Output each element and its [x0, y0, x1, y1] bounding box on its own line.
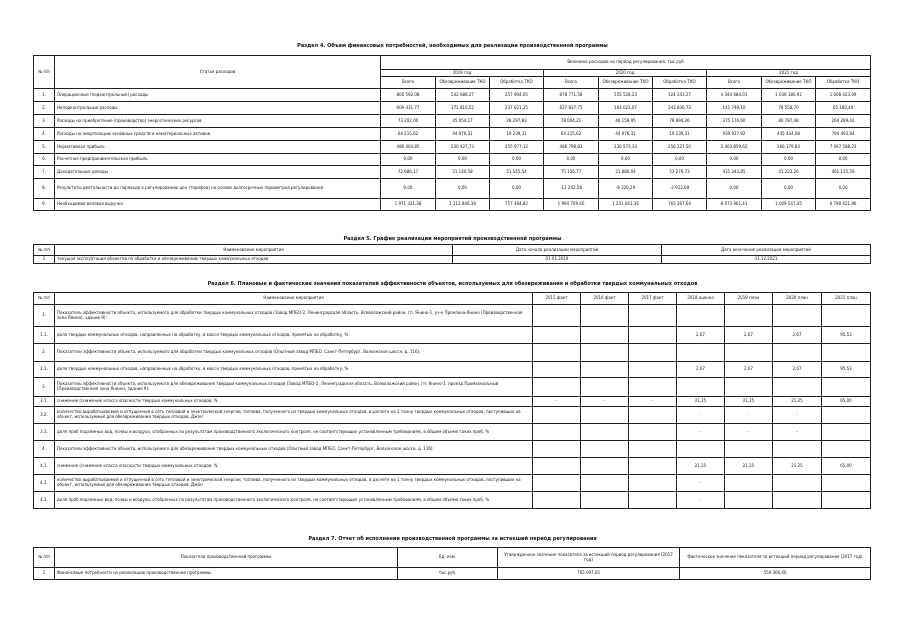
value-cell: 21,25 — [677, 458, 725, 475]
column-header: Утвержденное значение показателя за истекший период регулирования (2017 год) — [498, 548, 680, 568]
column-header: Наименование мероприятия — [55, 293, 533, 305]
value-cell: 72 686,17 — [381, 166, 436, 179]
column-header: 2016 факт — [581, 293, 629, 305]
value-cell — [629, 378, 677, 397]
value-cell: 627 837,75 — [544, 102, 599, 115]
indicator-name: Показатели эффективности объекта, используемого для обезвреживания твердых коммунальных отходов (Опытный завод МПБО, Санкт-Петербург, Волхонское шоссе, д. 116): — [55, 441, 533, 458]
value-cell — [581, 305, 629, 327]
value-cell: 0,00 — [544, 154, 599, 166]
value-cell — [725, 492, 773, 509]
value-cell: - — [581, 397, 629, 407]
row-number: 3.2. — [34, 407, 55, 424]
value-cell: 65 180,40 — [816, 102, 871, 115]
value-cell: 21 880,04 — [599, 166, 653, 179]
column-header: 2018 оценка — [677, 293, 725, 305]
row-number: 7. — [34, 166, 55, 179]
value-cell: 21,25 — [677, 397, 725, 407]
expense-item: Операционные (подконтрольные) расходы — [55, 89, 381, 102]
table-row — [34, 256, 871, 264]
value-cell: 45 054,17 — [436, 115, 490, 128]
row-number: 1. — [34, 305, 55, 327]
value-cell: 78 004,21 — [544, 115, 599, 128]
value-cell — [773, 475, 822, 492]
value-cell: 75 156,77 — [544, 166, 599, 179]
value-cell: 19 239,31 — [490, 128, 544, 141]
plan-value: 765 097,05 — [498, 568, 680, 580]
value-cell: 255 977,12 — [490, 141, 544, 154]
value-cell: 7 097 588,23 — [816, 141, 871, 154]
table-row — [34, 179, 871, 199]
value-cell — [725, 305, 773, 327]
sub-header: Обработка ТКО — [490, 77, 544, 89]
expense-item: Доходательные доходы — [55, 166, 381, 179]
row-number: 3. — [34, 378, 55, 397]
value-cell: 461 135,59 — [816, 166, 871, 179]
value-cell — [581, 378, 629, 397]
value-cell: 375 176,60 — [707, 115, 762, 128]
row-number: 4. — [34, 128, 55, 141]
row-number: 1 — [34, 256, 55, 264]
value-cell: 324 243,27 — [653, 89, 707, 102]
table-row — [34, 475, 871, 492]
indicator-name: Показатель эффективности объекта, используемого для обработки твердых коммунальных отходов (Завод МПБО-2, Ленинградская область, Всеволожский район, гп. Янино-1, уч-к Промзона-Янино (Производственная зона Янино), здание 9): — [55, 305, 533, 327]
table-row — [34, 115, 871, 128]
fact-value: 550 306,40 — [680, 568, 871, 580]
indicator-name: доля твердых коммунальных отходов, направленных на обработку, в массе твердых коммунальных отходов, принятых на обработку, % — [55, 362, 533, 378]
row-number: 2. — [34, 102, 55, 115]
value-cell: 2,67 — [773, 362, 822, 378]
financial-needs-table — [33, 55, 871, 211]
section-7-title: Раздел 7. Отчет об исполнении производственной программы за истекший период регулирования — [308, 536, 597, 542]
value-cell: 21,25 — [725, 458, 773, 475]
column-header: № п/п — [34, 293, 55, 305]
value-cell — [725, 475, 773, 492]
value-cell: 0,00 — [599, 154, 653, 166]
value-cell — [677, 441, 725, 458]
value-cell — [822, 492, 871, 509]
table-row — [34, 102, 871, 115]
value-cell: 95,53 — [822, 362, 871, 378]
value-cell — [581, 441, 629, 458]
table-row — [34, 154, 871, 166]
value-cell: 486 404,85 — [381, 141, 436, 154]
table-row — [34, 305, 871, 327]
value-cell: -8 320,29 — [599, 179, 653, 199]
column-header: 2021 план — [822, 293, 871, 305]
value-cell: 431 343,85 — [707, 166, 762, 179]
table-row — [34, 492, 871, 509]
value-cell — [822, 441, 871, 458]
value-cell: 0,00 — [490, 154, 544, 166]
row-number: 2.1. — [34, 362, 55, 378]
value-cell: 763 267,64 — [653, 199, 707, 211]
column-header: № п/п — [34, 245, 55, 256]
column-header: 2019 план — [725, 293, 773, 305]
value-cell — [581, 327, 629, 344]
expense-item: Расчетная предпринимательская прибыль — [55, 154, 381, 166]
column-header: Дата начала реализации мероприятий — [453, 245, 662, 256]
value-cell — [629, 458, 677, 475]
value-cell — [533, 424, 581, 441]
value-cell: 41 223,26 — [762, 166, 816, 179]
value-cell: 0,00 — [653, 154, 707, 166]
value-cell — [581, 407, 629, 424]
value-cell: 1 008 423,09 — [816, 89, 871, 102]
value-cell: 230 573,33 — [599, 141, 653, 154]
value-cell: 164 023,07 — [599, 102, 653, 115]
value-cell — [533, 475, 581, 492]
value-cell — [533, 458, 581, 475]
table-row — [34, 397, 871, 407]
column-header-item: Статья расходов — [55, 56, 381, 89]
expense-item: Результаты деятельности до перехода к регулированию цен (тарифов) на основе долгосрочных параметров регулирования — [55, 179, 381, 199]
value-cell: 794 493,84 — [816, 128, 871, 141]
value-cell: 0,00 — [707, 179, 762, 199]
value-cell: 64 215,62 — [381, 128, 436, 141]
value-cell — [629, 475, 677, 492]
value-cell — [629, 305, 677, 327]
value-cell — [533, 344, 581, 362]
indicator-name: Показатели эффективности объекта, используемого для обработки твердых коммунальных отходов (Опытный завод МПБО, Санкт-Петербург, Волхонское шоссе, д. 116): — [55, 344, 533, 362]
value-cell: 2,67 — [677, 327, 725, 344]
value-cell — [581, 475, 629, 492]
indicator-name: доля проб подземных вод, почвы и воздуха, отобранных по результатам производственного экологического контроля, не соответствующих установленным требованиям, в общем объеме таких проб, % — [55, 492, 533, 509]
section-4-title: Раздел 4. Объем финансовых потребностей, необходимых для реализации производственной программы — [297, 43, 608, 49]
row-number: 1. — [34, 89, 55, 102]
sub-header: Обработка ТКО — [816, 77, 871, 89]
value-cell: 73 202,00 — [381, 115, 436, 128]
value-cell: - — [677, 424, 725, 441]
sub-header: Обработка ТКО — [653, 77, 707, 89]
value-cell: 1 213 846,38 — [436, 199, 490, 211]
value-cell: 237 621,25 — [490, 102, 544, 115]
value-cell: -3 922,69 — [653, 179, 707, 199]
value-cell: - — [533, 397, 581, 407]
column-header: Показатели производственной программы — [55, 548, 398, 568]
indicator-name: доля твердых коммунальных отходов, направленных на обработку, в массе твердых коммунальных отходов, принятых на обработку, % — [55, 327, 533, 344]
value-cell — [533, 407, 581, 424]
value-cell — [533, 492, 581, 509]
value-cell: 19 239,31 — [653, 128, 707, 141]
value-cell: 6 790 421,96 — [816, 199, 871, 211]
row-number: 4.2. — [34, 475, 55, 492]
value-cell: 44 976,31 — [436, 128, 490, 141]
value-cell: 371 810,52 — [436, 102, 490, 115]
sub-header: Всего — [381, 77, 436, 89]
value-cell: 44 976,31 — [599, 128, 653, 141]
value-cell: 1 009 547,45 — [762, 199, 816, 211]
value-cell — [629, 492, 677, 509]
value-cell: 2,67 — [677, 362, 725, 378]
table-row — [34, 166, 871, 179]
table-row — [34, 424, 871, 441]
schedule-table — [33, 244, 871, 264]
value-cell — [629, 407, 677, 424]
value-cell — [533, 441, 581, 458]
value-cell — [773, 492, 822, 509]
value-cell — [629, 344, 677, 362]
table-row — [34, 458, 871, 475]
value-cell: 1 994 709,40 — [544, 199, 599, 211]
value-cell — [677, 305, 725, 327]
value-cell — [629, 327, 677, 344]
value-cell: 28 297,83 — [490, 115, 544, 128]
column-header: 2020 план — [773, 293, 822, 305]
value-cell: - — [677, 492, 725, 509]
value-cell: 257 904,05 — [490, 89, 544, 102]
value-cell — [677, 344, 725, 362]
value-cell: - — [677, 407, 725, 424]
value-cell: 542 688,27 — [436, 89, 490, 102]
value-cell: 486 798,83 — [544, 141, 599, 154]
row-number: 5. — [34, 141, 55, 154]
value-cell: 445 434,08 — [762, 128, 816, 141]
unit: тыс.руб. — [398, 568, 498, 580]
table-row — [34, 327, 871, 344]
value-cell — [822, 424, 871, 441]
value-cell: 4 344 684,01 — [707, 89, 762, 102]
value-cell: - — [773, 407, 822, 424]
column-header: № п/п — [34, 548, 55, 568]
expense-item: Неподконтрольные расходы — [55, 102, 381, 115]
sub-header: Обезвреживание ТКО — [599, 77, 653, 89]
section-6-title: Раздел 6. Плановые и фактические значения показателей эффективности объектов, используемых для обезвреживания и обработки твердых коммунальных отходов — [207, 281, 698, 287]
value-cell — [822, 378, 871, 397]
value-cell — [581, 492, 629, 509]
sub-header: Обезвреживание ТКО — [762, 77, 816, 89]
value-cell: - — [629, 397, 677, 407]
expense-item: Расходы на амортизацию основных средств и нематериальных активов — [55, 128, 381, 141]
value-cell: 141 749,10 — [707, 102, 762, 115]
value-cell: 65,00 — [822, 458, 871, 475]
table-row — [34, 128, 871, 141]
column-header: 2015 факт — [533, 293, 581, 305]
value-cell: 80 787,48 — [762, 115, 816, 128]
value-cell — [773, 378, 822, 397]
indicator-name: снижение (снижение класса опасности твердых коммунальных отходов, % — [55, 397, 533, 407]
value-cell — [822, 475, 871, 492]
sub-header: Всего — [707, 77, 762, 89]
sub-header: Всего — [544, 77, 599, 89]
row-number: 1.1. — [34, 327, 55, 344]
report-table — [33, 547, 871, 580]
end-date: 31.12.2021 — [662, 256, 871, 264]
value-cell: 51 545,54 — [490, 166, 544, 179]
value-cell: -12 242,58 — [544, 179, 599, 199]
value-cell: 65,00 — [822, 397, 871, 407]
value-cell — [629, 441, 677, 458]
column-header: Наименование мероприятия — [55, 245, 453, 256]
value-cell: 46 159,95 — [599, 115, 653, 128]
expense-item: Нормативная прибыль — [55, 141, 381, 154]
value-cell — [533, 327, 581, 344]
value-cell: 800 592,08 — [381, 89, 436, 102]
value-cell: 78 994,26 — [653, 115, 707, 128]
start-date: 01.01.2019 — [453, 256, 662, 264]
value-cell — [533, 378, 581, 397]
value-cell — [773, 344, 822, 362]
value-cell: 78 558,70 — [762, 102, 816, 115]
value-cell: 1 231 041,36 — [599, 199, 653, 211]
column-header: Дата окончания реализации мероприятий — [662, 245, 871, 256]
value-cell: 366 179,83 — [762, 141, 816, 154]
table-row — [34, 441, 871, 458]
value-cell: 0,00 — [381, 179, 436, 199]
value-cell — [629, 424, 677, 441]
value-cell: 2,67 — [773, 327, 822, 344]
indicator-name: снижение (снижение класса опасности твердых коммунальных отходов, % — [55, 458, 533, 475]
value-cell: 0,00 — [762, 154, 816, 166]
efficiency-table — [33, 292, 871, 509]
indicator-name: доля проб подземных вод, почвы и воздуха, отобранных по результатам производственного экологического контроля, не соответствующих установленным требованиям, в общем объеме таких проб, % — [55, 424, 533, 441]
value-cell: 53 276,73 — [653, 166, 707, 179]
value-cell: 8 073 961,41 — [707, 199, 762, 211]
sub-header: Обезвреживание ТКО — [436, 77, 490, 89]
value-cell: 264 289,42 — [816, 115, 871, 128]
value-cell — [773, 305, 822, 327]
expense-item: Расходы на приобретение (производство) энергетических ресурсов — [55, 115, 381, 128]
value-cell — [581, 424, 629, 441]
expense-item: Необходимая валовая выручка — [55, 199, 381, 211]
value-cell: 230 427,73 — [436, 141, 490, 154]
value-cell: 0,00 — [816, 154, 871, 166]
indicator-name: Показатель эффективности объекта, используемого для обезвреживания твердых коммунальных отходов (Завод МПБО-2, Ленинградская область, Всеволожский район, гп. Янино-1, проезд Промзональный (Производственная зона Янино), здание 9): — [55, 378, 533, 397]
value-cell: 1 036 180,92 — [762, 89, 816, 102]
column-header-group: Величина расходов на период регулирования, тыс.руб — [381, 56, 871, 70]
table-row — [34, 89, 871, 102]
value-cell: 0,00 — [816, 179, 871, 199]
year-header: 2021 год — [707, 70, 871, 77]
value-cell — [533, 362, 581, 378]
indicator-name: Финансовые потребности на реализацию производственной программы — [55, 568, 398, 580]
value-cell — [773, 441, 822, 458]
value-cell: 939 927,92 — [707, 128, 762, 141]
row-number: 3.3. — [34, 424, 55, 441]
indicator-name: количество вырабатываемой и отпущенной в сеть тепловой и электрической энергии, топлива, полученного из твердых коммунальных отходов, в расчете на 1 тонну твердых коммунальных отходов, поступивших на объект, используемый для обезвреживания твердых отходов, Дж/кг — [55, 475, 533, 492]
value-cell — [725, 344, 773, 362]
table-row — [34, 407, 871, 424]
value-cell — [581, 458, 629, 475]
value-cell: 243 830,73 — [653, 102, 707, 115]
value-cell: 21 140,58 — [436, 166, 490, 179]
column-header: 2017 факт — [629, 293, 677, 305]
value-cell: 609 431,77 — [381, 102, 436, 115]
value-cell: 21,25 — [773, 458, 822, 475]
section-5-title: Раздел 5. График реализации мероприятий производственной программы — [343, 236, 562, 242]
value-cell: - — [725, 407, 773, 424]
value-cell — [677, 378, 725, 397]
row-number: 4. — [34, 441, 55, 458]
indicator-name: количество вырабатываемой и отпущенной в сеть тепловой и электрической энергии, топлива, полученного из твердых коммунальных отходов, в расчете на 1 тонну твердых коммунальных отходов, поступивших на объект, используемый для обезвреживания твердых отходов, Дж/кг — [55, 407, 533, 424]
value-cell: 3 403 859,62 — [707, 141, 762, 154]
column-header: Фактическое значение показателя за истекший период регулирования (2017 год) — [680, 548, 871, 568]
table-row — [34, 568, 871, 580]
column-header: Ед. изм. — [398, 548, 498, 568]
row-number: 2. — [34, 344, 55, 362]
value-cell: 2,67 — [725, 327, 773, 344]
table-row — [34, 344, 871, 362]
value-cell: - — [725, 424, 773, 441]
row-number: 4.3. — [34, 492, 55, 509]
value-cell: 2,67 — [725, 362, 773, 378]
value-cell — [822, 407, 871, 424]
value-cell: 0,00 — [490, 179, 544, 199]
value-cell: 21,25 — [725, 397, 773, 407]
value-cell: 1 971 331,38 — [381, 199, 436, 211]
value-cell: 0,00 — [381, 154, 436, 166]
table-row — [34, 362, 871, 378]
row-number: 3.1. — [34, 397, 55, 407]
value-cell: - — [677, 475, 725, 492]
value-cell: 95,53 — [822, 327, 871, 344]
value-cell — [725, 378, 773, 397]
value-cell: 0,00 — [707, 154, 762, 166]
value-cell — [725, 441, 773, 458]
table-row — [34, 141, 871, 154]
value-cell — [822, 344, 871, 362]
value-cell — [629, 362, 677, 378]
row-number: 6. — [34, 154, 55, 166]
value-cell: 21,25 — [773, 397, 822, 407]
value-cell — [581, 362, 629, 378]
value-cell: 64 215,62 — [544, 128, 599, 141]
value-cell: - — [773, 424, 822, 441]
value-cell — [822, 305, 871, 327]
row-number: 9. — [34, 199, 55, 211]
value-cell: 555 528,23 — [599, 89, 653, 102]
value-cell: 878 771,58 — [544, 89, 599, 102]
year-header: 2020 год — [544, 70, 707, 77]
row-number: 4.1. — [34, 458, 55, 475]
value-cell — [533, 305, 581, 327]
value-cell: 0,00 — [436, 179, 490, 199]
measure-name: текущая эксплуатация объектов по обработке и обезвреживанию твердых коммунальных отходов — [55, 256, 453, 264]
value-cell: 256 227,50 — [653, 141, 707, 154]
row-number: 1 — [34, 568, 55, 580]
row-number: 3. — [34, 115, 55, 128]
year-header: 2019 год — [381, 70, 544, 77]
value-cell: 757 484,82 — [490, 199, 544, 211]
column-header-num: № п/п — [34, 56, 55, 89]
table-row — [34, 378, 871, 397]
value-cell: 0,00 — [436, 154, 490, 166]
value-cell: 0,00 — [762, 179, 816, 199]
table-row — [34, 199, 871, 211]
value-cell — [581, 344, 629, 362]
row-number: 8. — [34, 179, 55, 199]
